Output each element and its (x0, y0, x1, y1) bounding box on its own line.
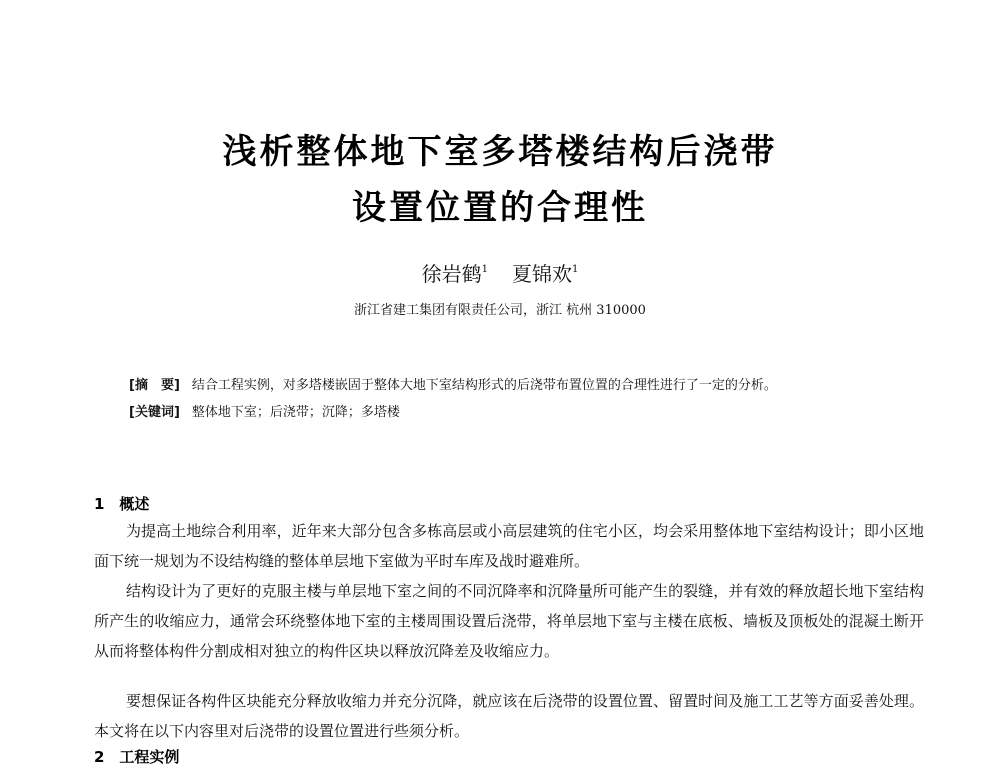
author-name: 徐岩鹤 (421, 262, 482, 286)
paragraph: 为提高土地综合利用率，近年来大部分包含多栋高层或小高层建筑的住宅小区，均会采用整体地下室结构设计；即小区地面下统一规划为不设结构缝的整体单层地下室做为平时车库及战时避难所。 (94, 522, 924, 570)
paragraph: 结构设计为了更好的克服主楼与单层地下室之间的不同沉降率和沉降量所可能产生的裂缝，并有效的释放超长地下室结构所产生的收缩应力，通常会环绕整体地下室的主楼周围设置后浇带，将单层地下室与主楼在底板、墙板及顶板处的混凝土断开从而将整体构件分割成相对独立的构件区块以释放沉降差及收缩应力。 (94, 582, 924, 660)
author-affiliation-mark: 1 (572, 264, 579, 275)
keywords-label: [关键词] (129, 405, 180, 420)
author-list (0, 258, 1000, 287)
keywords (129, 401, 400, 420)
abstract (129, 374, 777, 393)
affiliation: 浙江省建工集团有限责任公司，浙江 杭州 310000 (354, 303, 646, 318)
keywords-text: 整体地下室；后浇带；沉降；多塔楼 (191, 405, 400, 420)
paper-title-line-1: 浅析整体地下室多塔楼结构后浇带 (222, 132, 778, 172)
section-1-heading: 1 概述 (94, 495, 150, 513)
section-2-heading: 2 工程实例 (94, 748, 180, 766)
paper-title-line-2: 设置位置的合理性 (352, 188, 648, 228)
paragraph: 要想保证各构件区块能充分释放收缩力并充分沉降，就应该在后浇带的设置位置、留置时间及施工工艺等方面妥善处理。本文将在以下内容里对后浇带的设置位置进行些须分析。 (94, 692, 924, 740)
abstract-text: 结合工程实例，对多塔楼嵌固于整体大地下室结构形式的后浇带布置位置的合理性进行了一定的分析。 (191, 378, 777, 393)
author-name: 夏锦欢 (512, 262, 572, 286)
abstract-label: [摘 要] (129, 378, 180, 393)
author-affiliation-mark: 1 (481, 264, 488, 275)
